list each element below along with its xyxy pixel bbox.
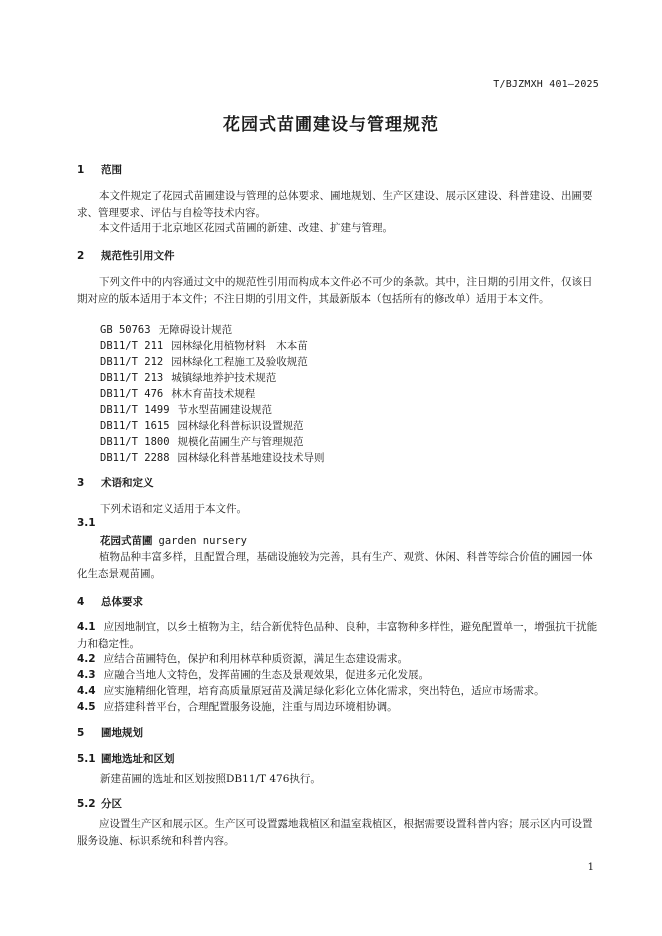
subsection-number: 5.1 <box>77 753 96 765</box>
term-name-zh: 花园式苗圃 <box>100 535 153 547</box>
section-title: 范围 <box>101 164 122 176</box>
reference-item: DB11/T 212 园林绿化工程施工及验收规范 <box>100 356 308 368</box>
section-4-heading <box>77 594 143 609</box>
requirement-item: 4.4 应实施精细化管理，培育高质量原冠苗及满足绿化彩化立体化需求，突出特色，适应市场需求。 <box>77 685 545 697</box>
subsection-title: 圃地选址和区划 <box>101 753 175 765</box>
reference-item: GB 50763 无障碍设计规范 <box>100 324 233 336</box>
subsection-5-1-heading <box>77 751 175 766</box>
section-number: 4 <box>77 596 85 608</box>
section-5-heading <box>77 725 143 740</box>
section-1-heading <box>77 162 122 177</box>
term-number: 3.1 <box>77 517 96 529</box>
reference-item: DB11/T 211 园林绿化用植物材料 木本苗 <box>100 340 308 352</box>
subsection-5-2-heading <box>77 796 122 811</box>
subsection-title: 分区 <box>101 798 122 810</box>
subsection-5-2-text: 应设置生产区和展示区。生产区可设置露地栽植区和温室栽植区，根据需要设置科普内容；展示区内可设置服务设施、标识系统和科普内容。 <box>77 818 593 847</box>
term-definition: 植物品种丰富多样，且配置合理，基础设施较为完善，具有生产、观赏、休闲、科普等综合价值的圃园一体化生态景观苗圃。 <box>77 551 593 580</box>
section-number: 2 <box>77 250 85 262</box>
section-title: 术语和定义 <box>101 477 154 489</box>
section-3-intro: 下列术语和定义适用于本文件。 <box>100 503 247 515</box>
requirement-item: 4.2 应结合苗圃特色，保护和利用林草种质资源，满足生态建设需求。 <box>77 653 409 665</box>
section-number: 1 <box>77 164 85 176</box>
subsection-5-1-text: 新建苗圃的选址和区划按照DB11/T 476执行。 <box>100 773 321 785</box>
section-2-heading <box>77 248 175 263</box>
reference-item: DB11/T 1499 节水型苗圃建设规范 <box>100 404 273 416</box>
term-name <box>100 533 247 548</box>
section-number: 3 <box>77 477 85 489</box>
reference-item: DB11/T 2288 园林绿化科普基地建设技术导则 <box>100 452 325 464</box>
standard-number: T/BJZMXH 401—2025 <box>493 79 599 90</box>
reference-item: DB11/T 213 城镇绿地养护技术规范 <box>100 372 277 384</box>
section-title: 总体要求 <box>101 596 143 608</box>
section-1-paragraph-1: 本文件规定了花园式苗圃建设与管理的总体要求、圃地规划、生产区建设、展示区建设、科普建设、出圃要求、管理要求、评估与自检等技术内容。 <box>77 190 593 219</box>
reference-item: DB11/T 1615 园林绿化科普标识设置规范 <box>100 420 304 432</box>
requirement-item: 4.1 应因地制宜，以乡土植物为主，结合新优特色品种、良种，丰富物种多样性，避免配置单一，增强抗干扰能力和稳定性。 <box>77 621 598 650</box>
section-2-intro: 下列文件中的内容通过文中的规范性引用而构成本文件必不可少的条款。其中，注日期的引用文件，仅该日期对应的版本适用于本文件；不注日期的引用文件，其最新版本（包括所有的修改单）适用于本文件。 <box>77 276 593 305</box>
reference-item: DB11/T 1800 规模化苗圃生产与管理规范 <box>100 436 304 448</box>
page-number: 1 <box>587 862 594 873</box>
subsection-number: 5.2 <box>77 798 96 810</box>
term-name-en: garden nursery <box>158 535 248 547</box>
requirement-item: 4.3 应融合当地人文特色，发挥苗圃的生态及景观效果，促进多元化发展。 <box>77 669 430 681</box>
section-3-heading <box>77 475 154 490</box>
reference-item: DB11/T 476 林木育苗技术规程 <box>100 388 256 400</box>
section-1-paragraph-2: 本文件适用于北京地区花园式苗圃的新建、改建、扩建与管理。 <box>99 222 393 234</box>
section-number: 5 <box>77 727 85 739</box>
section-title: 规范性引用文件 <box>101 250 175 262</box>
document-title: 花园式苗圃建设与管理规范 <box>223 115 439 135</box>
section-title: 圃地规划 <box>101 727 143 739</box>
requirement-item: 4.5 应搭建科普平台，合理配置服务设施，注重与周边环境相协调。 <box>77 701 398 713</box>
